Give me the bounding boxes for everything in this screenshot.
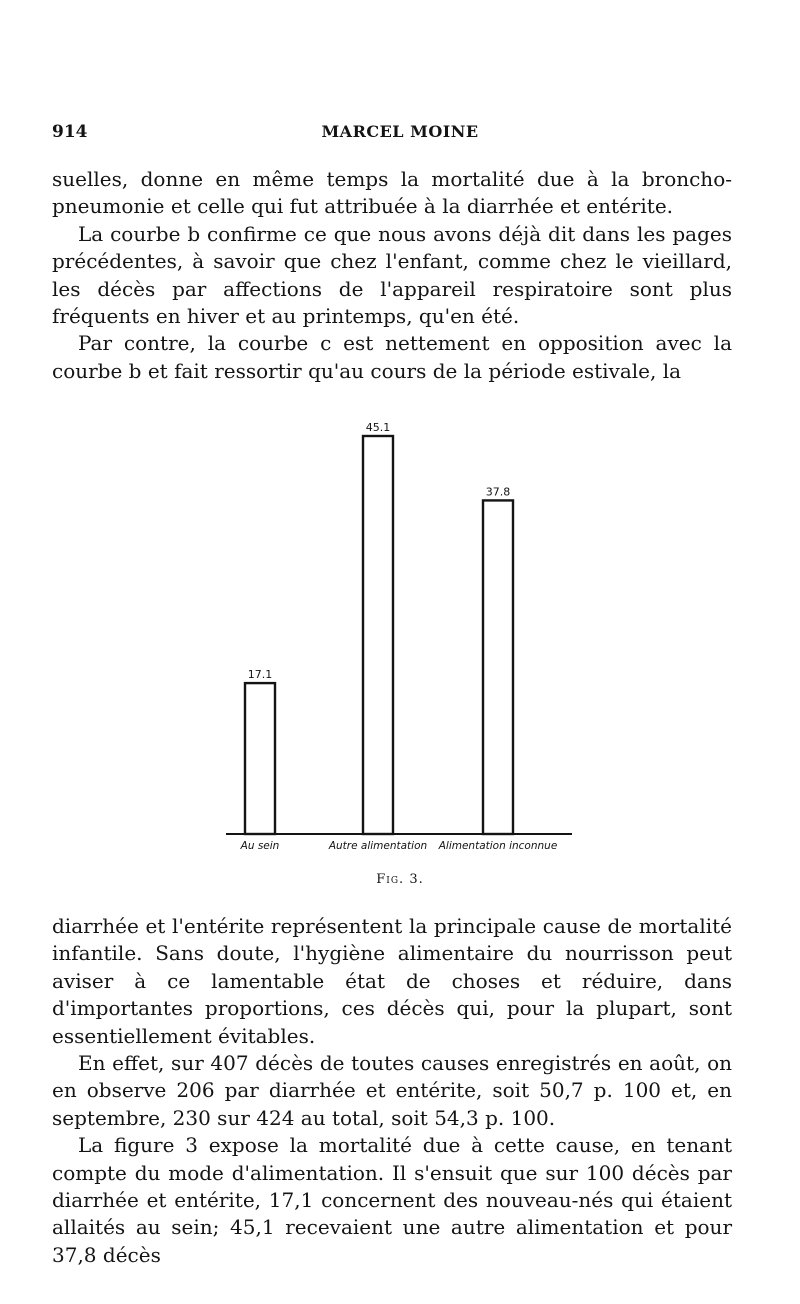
category-label-2: Autre alimentation [328,840,428,852]
chart-bar-1 [245,683,275,834]
running-head [52,122,748,146]
category-label-3: Alimentation inconnue [438,840,558,852]
page-number: 914 [52,122,88,142]
bar-value-label-3: 37.8 [485,485,511,499]
bar-chart [180,410,600,860]
figure-3 [180,410,600,860]
paragraph-4: diarrhée et l'entérite représentent la principale cause de mortalité infantile. Sans doute, l'hygiène alimentaire du nourrisson peut aviser à ce lamentable état de choses et réduire, dans d'importantes proportions, ces décès qui, pour la plupart, sont essentiellement évitables. [52,914,732,1048]
category-label-1: Au sein [240,840,280,852]
figure-caption [0,872,800,887]
body-text-top [52,166,732,385]
body-text-bottom [52,913,732,1269]
chart-bar-2 [363,436,393,834]
bar-value-label-2: 45.1 [365,421,391,434]
figure-caption-prefix: Fig. [376,872,405,887]
figure-caption-number: 3. [409,872,424,887]
bar-value-label-1: 17.1 [247,668,273,682]
running-title: MARCEL MOINE [321,122,479,141]
paragraph-6: La figure 3 expose la mortalité due à cette cause, en tenant compte du mode d'alimentation. Il s'ensuit que sur 100 décès par diarrhée et entérite, 17,1 concernent des nouveau-nés qui étaient allaités au sein; 45,1 recevaient une autre alimentation et pour 37,8 décès [52,1133,732,1267]
paragraph-5: En effet, sur 407 décès de toutes causes enregistrés en août, on en observe 206 par diarrhée et entérite, soit 50,7 p. 100 et, en septembre, 230 sur 424 au total, soit 54,3 p. 100. [52,1051,732,1130]
paragraph-2: La courbe b confirme ce que nous avons déjà dit dans les pages précédentes, à savoir que chez l'enfant, comme chez le vieillard, les décès par affections de l'appareil respiratoire sont plus fréquents en hiver et au printemps, qu'en été. [52,221,732,329]
paragraph-1: suelles, donne en même temps la mortalité due à la broncho-pneumonie et celle qui fut attribuée à la diarrhée et entérite. [52,167,732,219]
paragraph-3: Par contre, la courbe c est nettement en opposition avec la courbe b et fait ressortir qu'au cours de la période estivale, la [52,331,732,383]
chart-bar-3 [483,500,513,834]
